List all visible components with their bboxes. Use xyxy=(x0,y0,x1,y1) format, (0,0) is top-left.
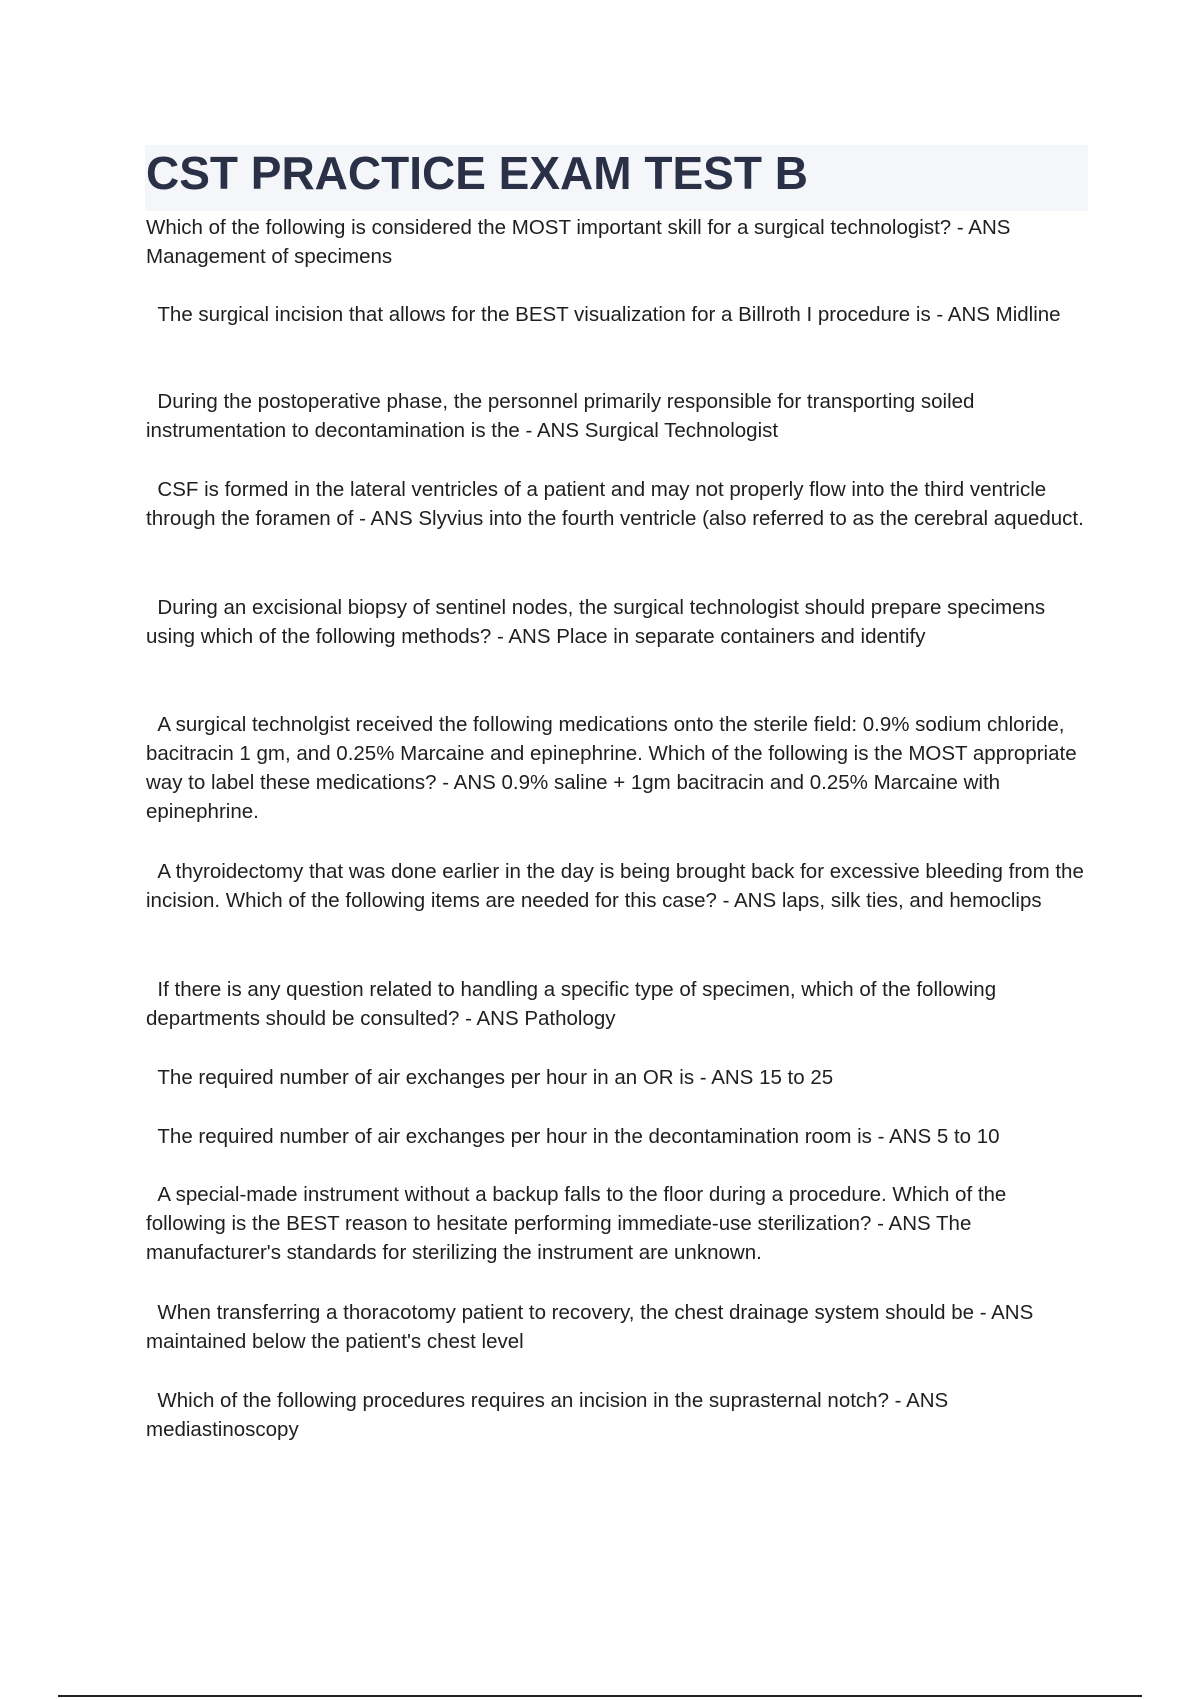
answer-text: Surgical Technologist xyxy=(584,419,779,442)
qa-item xyxy=(146,1180,1086,1267)
answer-text: maintained below the patient's chest level xyxy=(146,1330,524,1353)
qa-item xyxy=(146,1298,1086,1356)
answer-text: Slyvius into the fourth ventricle (also referred to as the cerebral aqueduct. xyxy=(418,507,1084,530)
question-text: Which of the following is considered the MOST important skill for a surgical technologist? - ANS xyxy=(146,216,1011,239)
answer-text: 15 to 25 xyxy=(759,1066,834,1089)
qa-item xyxy=(146,1386,1086,1444)
question-text: The surgical incision that allows for the BEST visualization for a Billroth I procedure is - ANS xyxy=(146,303,990,326)
answer-text: Pathology xyxy=(524,1007,616,1030)
qa-item xyxy=(146,387,1086,445)
question-text: The required number of air exchanges per hour in an OR is - ANS xyxy=(146,1066,754,1089)
question-text: During the postoperative phase, the personnel primarily responsible for transporting soiled instrumentation to decontamination is the - ANS xyxy=(146,390,981,442)
qa-item xyxy=(146,300,1086,329)
question-text: During an excisional biopsy of sentinel nodes, the surgical technologist should prepare specimens using which of the following methods? - ANS xyxy=(146,596,1051,648)
answer-text: mediastinoscopy xyxy=(146,1418,299,1441)
qa-item xyxy=(146,857,1090,915)
answer-text: Management of specimens xyxy=(146,245,393,268)
answer-text: 0.9% saline + 1gm bacitracin and 0.25% Marcaine with epinephrine. xyxy=(146,771,1001,823)
answer-text: laps, silk ties, and hemoclips xyxy=(781,889,1042,912)
question-text: When transferring a thoracotomy patient to recovery, the chest drainage system should be - ANS xyxy=(146,1301,1034,1324)
qa-item xyxy=(146,975,1086,1033)
qa-item xyxy=(146,475,1086,533)
question-text: A thyroidectomy that was done earlier in the day is being brought back for excessive bleeding from the incision. Which of the following items are needed for this case? - ANS xyxy=(146,860,1090,912)
question-text: A special-made instrument without a backup falls to the floor during a procedure. Which of the following is the BEST reason to hesitate performing immediate-use sterilization? - ANS xyxy=(146,1183,1013,1235)
qa-item xyxy=(146,593,1086,651)
answer-text: Place in separate containers and identify xyxy=(556,625,926,648)
qa-item xyxy=(146,1122,1086,1151)
footer-divider xyxy=(58,1695,1142,1697)
answer-text: Midline xyxy=(995,303,1061,326)
qa-item xyxy=(146,1063,1086,1092)
question-text: Which of the following procedures requires an incision in the suprasternal notch? - ANS xyxy=(146,1389,949,1412)
question-text: CSF is formed in the lateral ventricles of a patient and may not properly flow into the third ventricle through the foramen of - ANS xyxy=(146,478,1052,530)
question-text: If there is any question related to handling a specific type of specimen, which of the following departments should be consulted? - ANS xyxy=(146,978,1002,1030)
qa-item xyxy=(146,213,1086,271)
answer-text: 5 to 10 xyxy=(936,1125,1000,1148)
qa-item xyxy=(146,710,1086,826)
answer-text: The manufacturer's standards for sterilizing the instrument are unknown. xyxy=(146,1212,972,1264)
question-text: A surgical technolgist received the following medications onto the sterile field: 0.9% sodium chloride, bacitracin 1 gm, and 0.25% Marcaine and epinephrine. Which of the following is the MOST appropriate way to label these medications? - ANS xyxy=(146,713,1083,794)
question-text: The required number of air exchanges per hour in the decontamination room is - ANS xyxy=(146,1125,932,1148)
page-title: CST PRACTICE EXAM TEST B xyxy=(146,147,808,199)
